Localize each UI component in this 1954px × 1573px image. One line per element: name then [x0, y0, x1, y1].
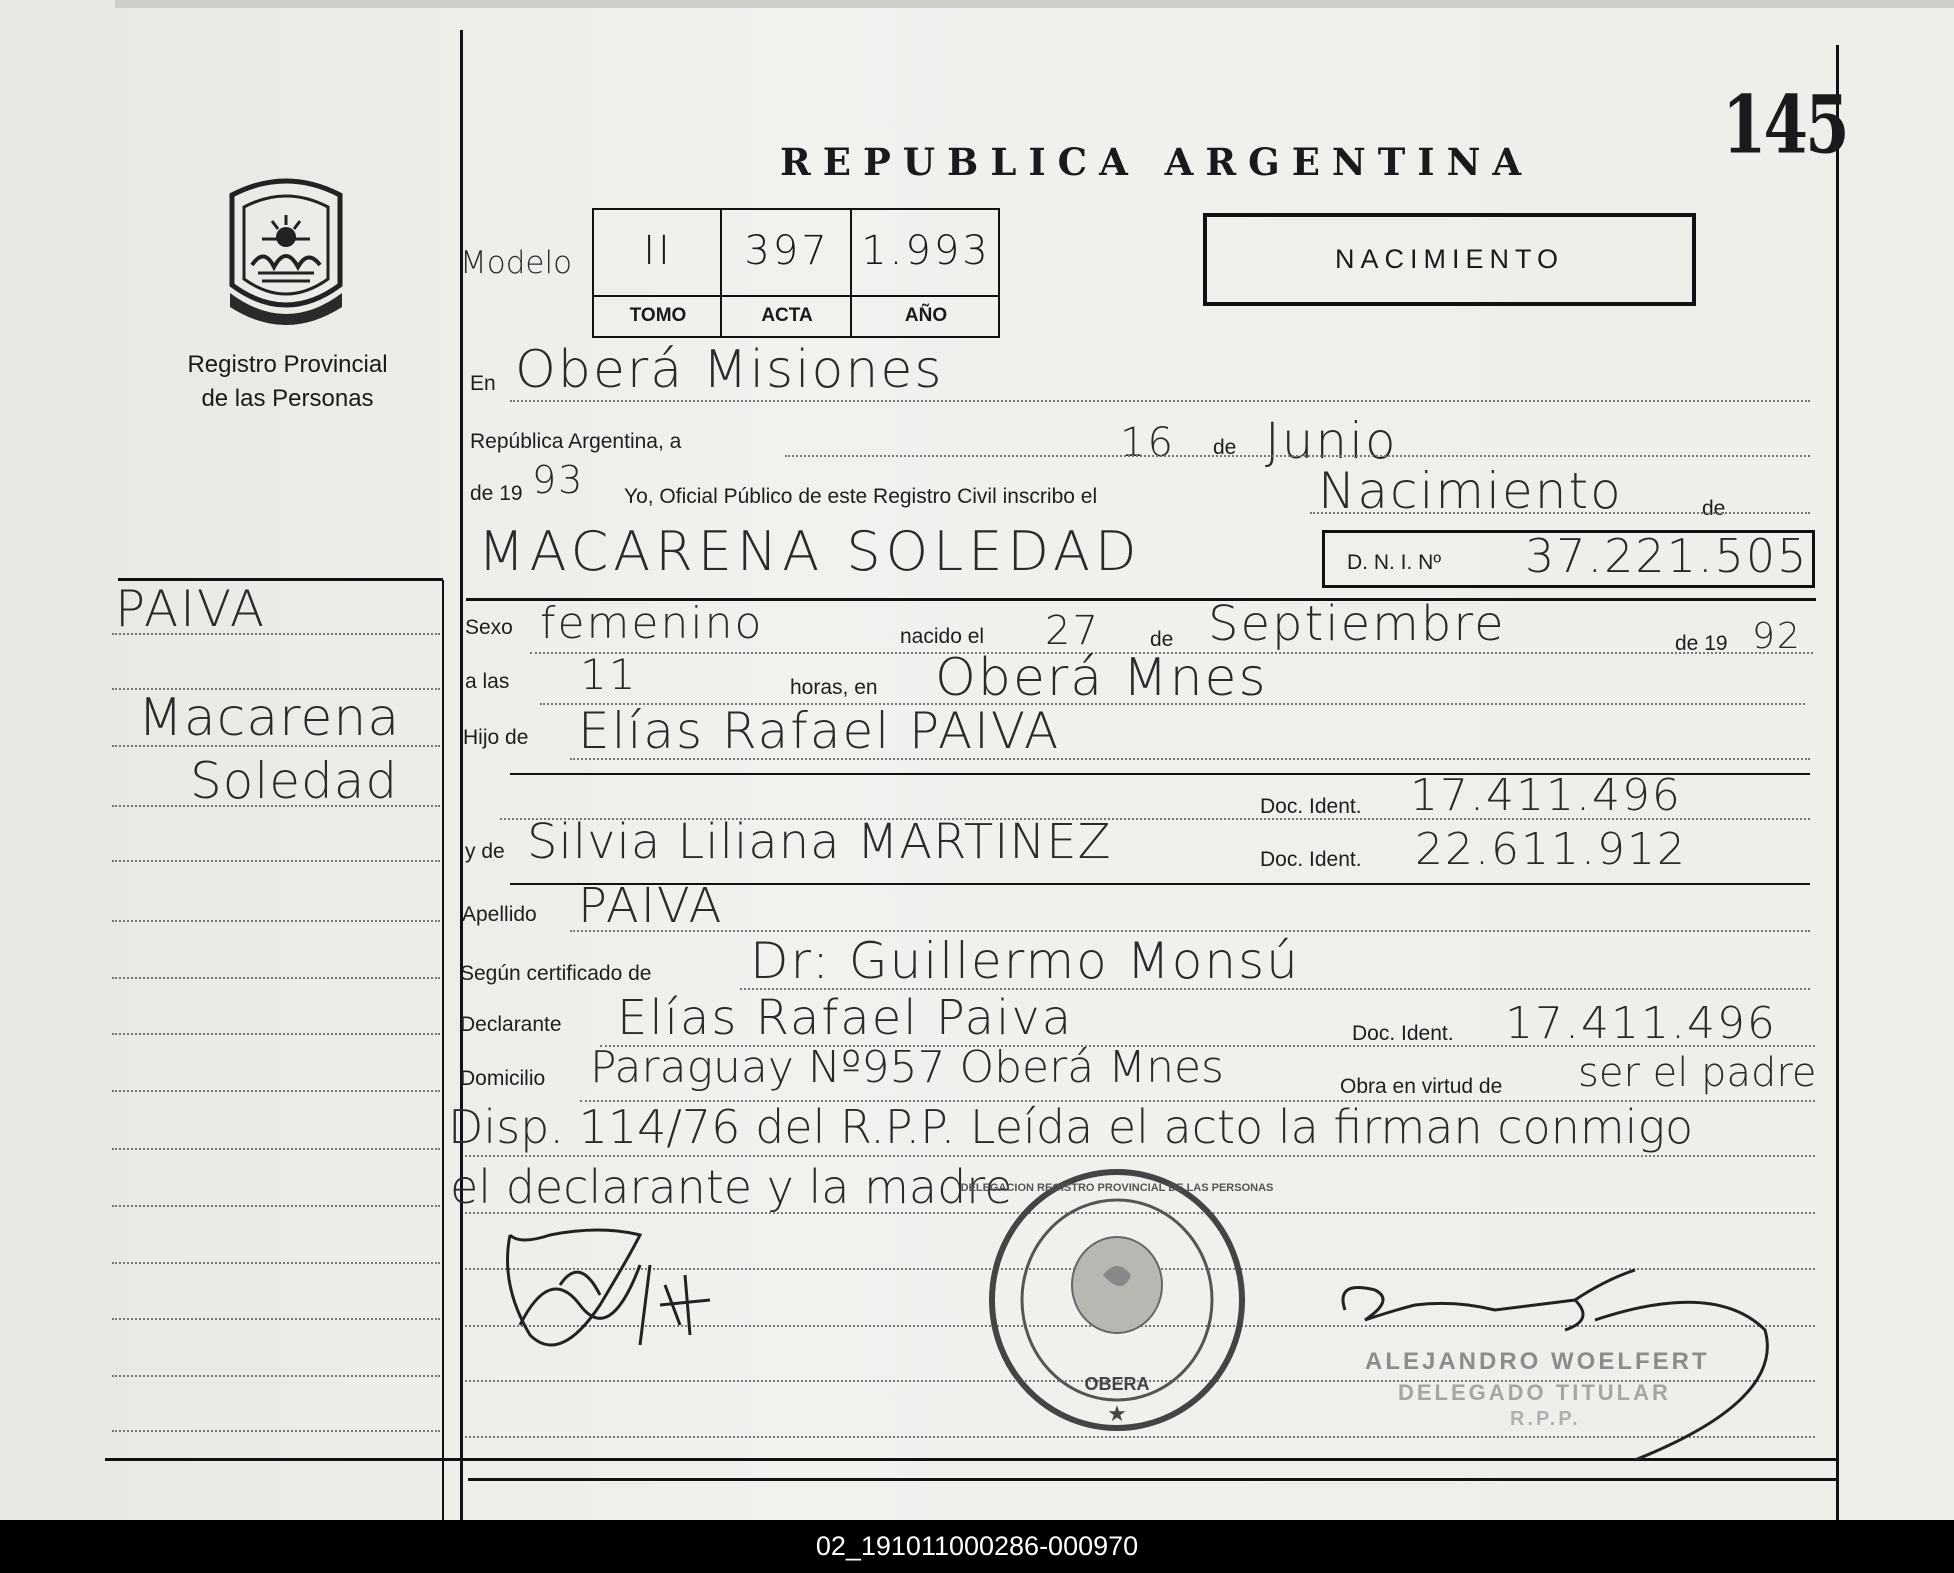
anio-value: 1.993 [861, 228, 991, 274]
official-seal-icon [960, 1165, 1274, 1435]
acta-label: ACTA [761, 305, 813, 326]
yo-statement: Yo, Oficial Público de este Registro Civil inscribo el [624, 485, 1098, 508]
birth-day-value: 27 [1045, 608, 1100, 654]
year-value: 93 [532, 458, 585, 502]
mother-doc-value: 22.611.912 [1415, 824, 1687, 875]
alas-label: a las [465, 670, 510, 693]
declarante-doc-label: Doc. Ident. [1352, 1022, 1454, 1045]
mother-doc-label: Doc. Ident. [1260, 848, 1362, 871]
child-name-value: MACARENA SOLEDAD [478, 520, 1142, 583]
modelo-label: Modelo [460, 245, 573, 281]
apellido-value: PAIVA [578, 878, 724, 934]
registry-name: Registro Provincial de las Personas [187, 351, 388, 412]
dni-box [1322, 530, 1815, 588]
note-line-1: Disp. 114/76 del R.P.P. Leída el acto la firman conmigo [448, 1100, 1694, 1154]
de-label-2: de [1702, 497, 1726, 520]
tomo-label: TOMO [629, 305, 687, 326]
father-doc-label: Doc. Ident. [1260, 795, 1362, 818]
margin-given-name-2: Soledad [190, 752, 399, 810]
day-value: 16 [1120, 420, 1175, 466]
official-org: R.P.P. [1510, 1408, 1581, 1430]
declarante-label: Declarante [460, 1013, 562, 1036]
record-type-label: NACIMIENTO [1334, 244, 1564, 274]
dni-label: D. N. I. Nº [1347, 551, 1442, 574]
right-border-line [1836, 45, 1839, 1520]
apellido-label: Apellido [462, 903, 537, 926]
domicilio-value: Paraguay Nº957 Oberá Mnes [590, 1042, 1224, 1093]
mother-name-value: Silvia Liliana MARTINEZ [527, 814, 1112, 870]
certificate-by-value: Dr: Guillermo Monsú [750, 932, 1300, 990]
birth-month-value: Septiembre [1208, 596, 1506, 652]
page-top-edge [115, 0, 1954, 8]
nacido-label: nacido el [900, 625, 985, 648]
yde-label: y de [465, 840, 505, 863]
declarante-doc-value: 17.411.496 [1505, 998, 1777, 1049]
horas-label: horas, en [790, 676, 878, 699]
file-id: 02_191011000286-000970 [815, 1531, 1139, 1561]
declarante-value: Elías Rafael Paiva [617, 990, 1074, 1046]
country-title: REPUBLICA ARGENTINA [780, 140, 1534, 184]
page-number: 145 [1722, 78, 1847, 173]
tomo-value: II [643, 228, 673, 274]
record-type-box [1203, 213, 1696, 306]
domicilio-label: Domicilio [460, 1067, 546, 1090]
svg-text:DELEGACION REGISTRO PROVINCIAL: DELEGACION REGISTRO PROVINCIAL DE LAS PERSONAS [960, 1182, 1274, 1194]
svg-text:★: ★ [1107, 1402, 1127, 1427]
province-crest-icon [222, 175, 350, 327]
obra-label: Obra en virtud de [1340, 1075, 1503, 1098]
index-grid [592, 208, 1000, 338]
birth-hour-value: 11 [580, 650, 638, 699]
act-type-value: Nacimiento [1318, 462, 1623, 520]
dni-value: 37.221.505 [1525, 529, 1809, 583]
hijo-label: Hijo de [463, 726, 529, 749]
de-label-3: de [1150, 628, 1174, 651]
republica-label: República Argentina, a [470, 430, 682, 453]
de19-label: de 19 [1675, 632, 1728, 655]
father-doc-value: 17.411.496 [1410, 770, 1682, 821]
obra-value: ser el padre [1578, 1050, 1817, 1096]
margin-given-name-1: Macarena [138, 688, 401, 748]
year-prefix: de 19 [470, 482, 523, 505]
en-label: En [470, 372, 496, 395]
file-id-bar [0, 1520, 1954, 1573]
declarant-signature-icon [490, 1225, 720, 1365]
de-label: de [1213, 436, 1237, 459]
birth-place-value: Oberá Mnes [935, 648, 1268, 708]
official-name: ALEJANDRO WOELFERT [1365, 1348, 1710, 1375]
acta-value: 397 [744, 228, 830, 274]
margin-surname: PAIVA [115, 580, 267, 638]
margin-inner-line [442, 580, 444, 1520]
svg-text:OBERA: OBERA [1084, 1374, 1150, 1394]
father-name-value: Elías Rafael PAIVA [578, 702, 1061, 760]
official-title: DELEGADO TITULAR [1398, 1380, 1671, 1405]
sexo-label: Sexo [465, 616, 513, 639]
sexo-value: femenino [540, 598, 764, 649]
segun-label: Según certificado de [460, 962, 652, 985]
place-value: Oberá Misiones [515, 340, 944, 400]
month-value: Junio [1265, 412, 1398, 470]
anio-label: AÑO [904, 305, 948, 326]
birth-year-value: 92 [1752, 616, 1802, 657]
note-line-2: el declarante y la madre [450, 1160, 1013, 1214]
